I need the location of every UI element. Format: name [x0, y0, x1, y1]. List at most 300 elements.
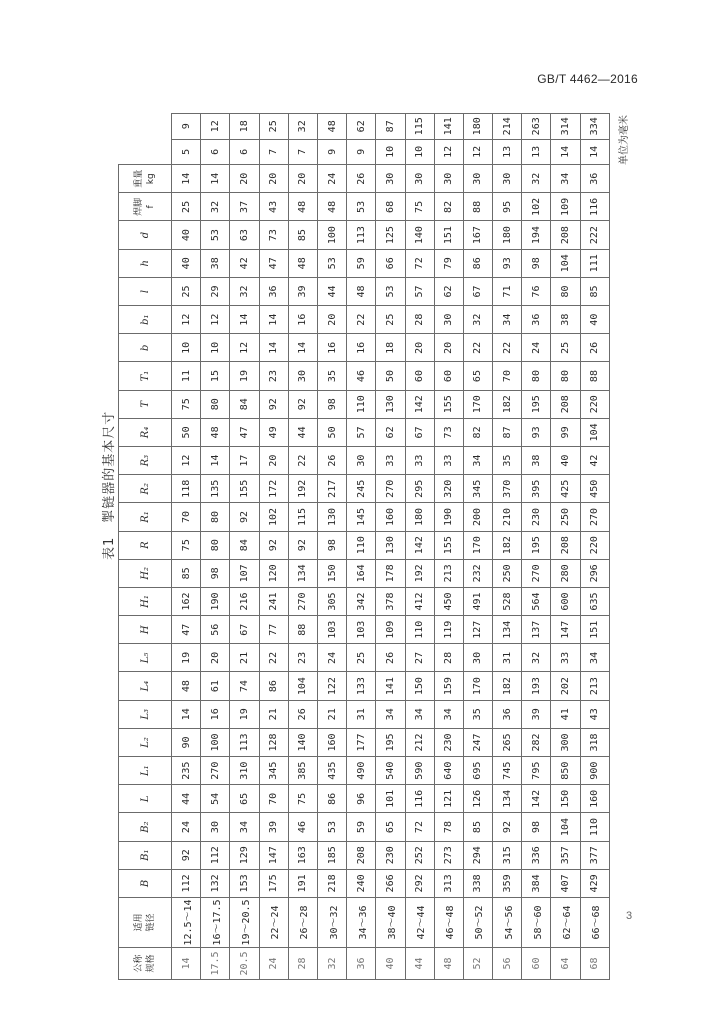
table-cell: 88 — [288, 616, 317, 644]
table-cell: 85 — [288, 221, 317, 249]
table-cell: 193 — [522, 672, 551, 700]
table-cell: 70 — [493, 362, 522, 390]
table-cell: 15 — [201, 362, 230, 390]
table-cell: 305 — [317, 587, 346, 615]
table-cell: 104 — [288, 672, 317, 700]
table-cell: 250 — [551, 503, 580, 531]
table-cell: 190 — [434, 503, 463, 531]
table-cell: 170 — [463, 672, 492, 700]
table-cell: 175 — [259, 869, 288, 897]
table-cell: 435 — [317, 757, 346, 785]
table-cell: 59 — [347, 249, 376, 277]
table-cell: 247 — [463, 728, 492, 756]
table-cell: 100 — [201, 728, 230, 756]
table-cell: 46 — [347, 362, 376, 390]
table-cell: 13 — [522, 139, 551, 165]
column-header: h — [119, 249, 172, 277]
table-cell: 12 — [463, 139, 492, 165]
table-cell: 80 — [201, 503, 230, 531]
table-cell: 18 — [376, 334, 405, 362]
table-cell: 270 — [580, 503, 609, 531]
table-cell: 159 — [434, 672, 463, 700]
table-cell: 61 — [201, 672, 230, 700]
table-cell: 30 — [434, 306, 463, 334]
table-cell: 263 — [522, 114, 551, 140]
table-cell: 30 — [201, 813, 230, 841]
table-cell: 14 — [259, 334, 288, 362]
table-cell: 26 — [580, 334, 609, 362]
table-cell: 216 — [230, 587, 259, 615]
table-cell: 42 — [580, 447, 609, 475]
column-header: b — [119, 334, 172, 362]
table-cell: 40 — [172, 221, 201, 249]
table-cell: 43 — [259, 193, 288, 221]
table-cell: 338 — [463, 869, 492, 897]
table-cell: 407 — [551, 869, 580, 897]
table-row — [259, 114, 288, 980]
table-cell: 28 — [434, 644, 463, 672]
table-cell: 230 — [522, 503, 551, 531]
table-cell: 132 — [201, 869, 230, 897]
table-cell: 87 — [493, 418, 522, 446]
dimension-table — [118, 113, 610, 980]
table-cell: 86 — [317, 785, 346, 813]
column-header: L₁ — [119, 757, 172, 785]
table-cell: 14 — [259, 306, 288, 334]
table-cell: 10 — [376, 139, 405, 165]
page-number: 3 — [626, 910, 633, 922]
table-cell: 100 — [317, 221, 346, 249]
table-cell: 35 — [317, 362, 346, 390]
table-cell: 104 — [580, 418, 609, 446]
table-cell: 185 — [317, 841, 346, 869]
table-cell: 230 — [376, 841, 405, 869]
table-cell: 19～20.5 — [230, 898, 259, 948]
table-cell: 53 — [347, 193, 376, 221]
table-cell: 95 — [493, 193, 522, 221]
column-header: H₂ — [119, 559, 172, 587]
column-header: 适用 链径 — [119, 898, 172, 948]
table-cell: 182 — [493, 390, 522, 418]
table-cell: 90 — [172, 728, 201, 756]
table-cell: 60 — [522, 948, 551, 980]
table-cell: 127 — [463, 616, 492, 644]
table-cell: 162 — [172, 587, 201, 615]
table-cell: 92 — [230, 503, 259, 531]
table-cell: 200 — [463, 503, 492, 531]
table-cell: 270 — [376, 475, 405, 503]
table-cell: 357 — [551, 841, 580, 869]
table-cell: 85 — [463, 813, 492, 841]
table-cell: 75 — [288, 785, 317, 813]
column-header: 焊脚 f — [119, 193, 172, 221]
table-cell: 75 — [172, 390, 201, 418]
table-cell: 20 — [259, 165, 288, 193]
table-cell: 151 — [434, 221, 463, 249]
table-cell: 22 — [463, 334, 492, 362]
table-cell: 42～44 — [405, 898, 434, 948]
table-cell: 93 — [493, 249, 522, 277]
table-cell: 62～64 — [551, 898, 580, 948]
table-cell: 56 — [201, 616, 230, 644]
table-row — [522, 114, 551, 980]
table-cell: 34 — [434, 700, 463, 728]
table-cell: 34 — [580, 644, 609, 672]
table-cell: 52 — [463, 948, 492, 980]
column-header: 重量 kg — [119, 165, 172, 193]
table-cell: 141 — [376, 672, 405, 700]
table-cell: 98 — [201, 559, 230, 587]
table-cell: 240 — [347, 869, 376, 897]
table-cell: 88 — [580, 362, 609, 390]
table-cell: 280 — [551, 559, 580, 587]
table-cell: 213 — [434, 559, 463, 587]
table-cell: 194 — [522, 221, 551, 249]
table-cell: 48 — [172, 672, 201, 700]
table-cell: 145 — [347, 503, 376, 531]
table-cell: 85 — [580, 277, 609, 305]
table-cell: 47 — [230, 418, 259, 446]
table-cell: 135 — [201, 475, 230, 503]
column-header: T — [119, 390, 172, 418]
table-cell: 314 — [551, 114, 580, 140]
column-header: b₁ — [119, 306, 172, 334]
table-cell: 65 — [376, 813, 405, 841]
table-cell: 50～52 — [463, 898, 492, 948]
table-cell: 151 — [580, 616, 609, 644]
table-cell: 98 — [317, 531, 346, 559]
table-header-row — [119, 114, 172, 980]
table-cell: 230 — [434, 728, 463, 756]
column-header: H — [119, 616, 172, 644]
table-cell: 208 — [551, 390, 580, 418]
table-cell: 177 — [347, 728, 376, 756]
table-cell: 385 — [288, 757, 317, 785]
table-cell: 142 — [405, 390, 434, 418]
table-cell: 57 — [347, 418, 376, 446]
table-cell: 318 — [580, 728, 609, 756]
table-cell: 334 — [580, 114, 609, 140]
table-cell: 150 — [405, 672, 434, 700]
table-cell: 192 — [405, 559, 434, 587]
table-cell: 92 — [288, 531, 317, 559]
table-cell: 25 — [347, 644, 376, 672]
table-cell: 64 — [551, 948, 580, 980]
table-cell: 77 — [259, 616, 288, 644]
table-cell: 129 — [230, 841, 259, 869]
table-cell: 33 — [405, 447, 434, 475]
table-cell: 54～56 — [493, 898, 522, 948]
table-cell: 12.5～14 — [172, 898, 201, 948]
table-cell: 104 — [551, 813, 580, 841]
table-cell: 20 — [405, 334, 434, 362]
table-cell: 22 — [288, 447, 317, 475]
table-cell: 50 — [376, 362, 405, 390]
table-cell: 86 — [463, 249, 492, 277]
column-header: B₂ — [119, 813, 172, 841]
table-cell: 208 — [551, 221, 580, 249]
table-cell: 450 — [434, 587, 463, 615]
table-cell: 24 — [522, 334, 551, 362]
table-cell: 30 — [434, 165, 463, 193]
table-cell: 44 — [405, 948, 434, 980]
table-cell: 122 — [317, 672, 346, 700]
table-cell: 250 — [493, 559, 522, 587]
table-cell: 67 — [230, 616, 259, 644]
table-cell: 850 — [551, 757, 580, 785]
table-cell: 65 — [463, 362, 492, 390]
table-cell: 14 — [172, 700, 201, 728]
table-cell: 10 — [201, 334, 230, 362]
table-cell: 6 — [201, 139, 230, 165]
table-cell: 70 — [259, 785, 288, 813]
table-cell: 26～28 — [288, 898, 317, 948]
table-cell: 33 — [376, 447, 405, 475]
table-cell: 68 — [376, 193, 405, 221]
table-cell: 12 — [230, 334, 259, 362]
table-cell: 50 — [172, 418, 201, 446]
table-cell: 38 — [551, 306, 580, 334]
table-cell: 241 — [259, 587, 288, 615]
table-cell: 47 — [259, 249, 288, 277]
table-row — [463, 114, 492, 980]
table-cell: 96 — [347, 785, 376, 813]
table-cell: 13 — [493, 139, 522, 165]
table-cell: 25 — [551, 334, 580, 362]
table-cell: 28 — [405, 306, 434, 334]
table-cell: 294 — [463, 841, 492, 869]
table-cell: 19 — [172, 644, 201, 672]
table-cell: 67 — [405, 418, 434, 446]
table-cell: 35 — [493, 447, 522, 475]
table-cell: 20 — [434, 334, 463, 362]
table-cell: 74 — [230, 672, 259, 700]
table-row — [580, 114, 609, 980]
table-cell: 76 — [522, 277, 551, 305]
table-cell: 153 — [230, 869, 259, 897]
table-cell: 31 — [347, 700, 376, 728]
column-header: R — [119, 531, 172, 559]
table-cell: 16 — [201, 700, 230, 728]
column-header: R₂ — [119, 475, 172, 503]
table-cell: 78 — [434, 813, 463, 841]
table-cell: 87 — [376, 114, 405, 140]
table-cell: 112 — [201, 841, 230, 869]
table-cell: 12 — [172, 447, 201, 475]
column-header: B₁ — [119, 841, 172, 869]
table-cell: 270 — [288, 587, 317, 615]
table-cell: 155 — [434, 531, 463, 559]
table-cell: 32 — [201, 193, 230, 221]
table-cell: 14 — [201, 165, 230, 193]
table-cell: 292 — [405, 869, 434, 897]
table-cell: 141 — [434, 114, 463, 140]
table-cell: 213 — [580, 672, 609, 700]
table-cell: 60 — [405, 362, 434, 390]
table-cell: 22 — [347, 306, 376, 334]
table-cell: 113 — [230, 728, 259, 756]
table-cell: 130 — [376, 390, 405, 418]
table-cell: 84 — [230, 531, 259, 559]
table-cell: 370 — [493, 475, 522, 503]
table-cell: 296 — [580, 559, 609, 587]
table-cell: 14 — [580, 139, 609, 165]
table-cell: 56 — [493, 948, 522, 980]
table-cell: 34～36 — [347, 898, 376, 948]
table-cell: 378 — [376, 587, 405, 615]
table-cell: 220 — [580, 531, 609, 559]
table-cell: 16 — [317, 334, 346, 362]
table-cell: 142 — [522, 785, 551, 813]
column-header: R₃ — [119, 447, 172, 475]
table-cell: 65 — [230, 785, 259, 813]
table-cell: 425 — [551, 475, 580, 503]
table-cell: 214 — [493, 114, 522, 140]
table-cell: 116 — [405, 785, 434, 813]
table-cell: 12 — [172, 306, 201, 334]
table-cell: 22 — [493, 334, 522, 362]
table-cell: 44 — [288, 418, 317, 446]
table-row — [172, 114, 201, 980]
table-cell: 24 — [172, 813, 201, 841]
table-cell: 30～32 — [317, 898, 346, 948]
table-cell: 36 — [347, 948, 376, 980]
table-cell: 14 — [172, 165, 201, 193]
table-cell: 564 — [522, 587, 551, 615]
table-cell: 32 — [463, 306, 492, 334]
table-cell: 5 — [172, 139, 201, 165]
table-cell: 19 — [230, 362, 259, 390]
table-cell: 9 — [317, 139, 346, 165]
table-cell: 110 — [405, 616, 434, 644]
table-cell: 310 — [230, 757, 259, 785]
table-cell: 39 — [259, 813, 288, 841]
table-cell: 72 — [405, 813, 434, 841]
table-cell: 14 — [551, 139, 580, 165]
table-cell: 48 — [317, 114, 346, 140]
table-cell: 73 — [259, 221, 288, 249]
table-cell: 208 — [551, 531, 580, 559]
table-cell: 99 — [551, 418, 580, 446]
table-cell: 32 — [522, 165, 551, 193]
table-cell: 190 — [201, 587, 230, 615]
table-cell: 170 — [463, 531, 492, 559]
table-cell: 490 — [347, 757, 376, 785]
column-header: L₂ — [119, 728, 172, 756]
table-cell: 23 — [288, 644, 317, 672]
table-cell: 41 — [551, 700, 580, 728]
table-cell: 37 — [230, 193, 259, 221]
table-cell: 25 — [172, 277, 201, 305]
table-cell: 98 — [522, 813, 551, 841]
table-cell: 640 — [434, 757, 463, 785]
column-header: L₃ — [119, 700, 172, 728]
table-cell: 102 — [259, 503, 288, 531]
table-cell: 528 — [493, 587, 522, 615]
table-cell: 195 — [376, 728, 405, 756]
table-cell: 48 — [434, 948, 463, 980]
table-cell: 170 — [463, 390, 492, 418]
table-cell: 180 — [463, 114, 492, 140]
column-header: T₁ — [119, 362, 172, 390]
table-cell: 109 — [376, 616, 405, 644]
table-cell: 38 — [201, 249, 230, 277]
table-cell: 30 — [405, 165, 434, 193]
table-cell: 19 — [230, 700, 259, 728]
table-cell: 252 — [405, 841, 434, 869]
column-header: L — [119, 785, 172, 813]
table-cell: 12 — [201, 114, 230, 140]
table-cell: 163 — [288, 841, 317, 869]
table-cell: 266 — [376, 869, 405, 897]
table-cell: 30 — [376, 165, 405, 193]
table-cell: 24 — [317, 165, 346, 193]
table-cell: 167 — [463, 221, 492, 249]
table-cell: 38～40 — [376, 898, 405, 948]
table-cell: 133 — [347, 672, 376, 700]
table-cell: 98 — [317, 390, 346, 418]
table-cell: 111 — [580, 249, 609, 277]
table-cell: 32 — [230, 277, 259, 305]
table-cell: 118 — [172, 475, 201, 503]
table-cell: 32 — [317, 948, 346, 980]
table-cell: 34 — [463, 447, 492, 475]
table-cell: 101 — [376, 785, 405, 813]
table-cell: 147 — [551, 616, 580, 644]
table-cell: 265 — [493, 728, 522, 756]
table-cell: 220 — [580, 390, 609, 418]
table-cell: 34 — [493, 306, 522, 334]
table-cell: 21 — [259, 700, 288, 728]
table-cell: 40 — [551, 447, 580, 475]
table-cell: 92 — [493, 813, 522, 841]
table-cell: 34 — [551, 165, 580, 193]
table-cell: 29 — [201, 277, 230, 305]
table-cell: 70 — [172, 503, 201, 531]
table-cell: 695 — [463, 757, 492, 785]
table-cell: 180 — [405, 503, 434, 531]
table-cell: 140 — [288, 728, 317, 756]
table-cell: 36 — [580, 165, 609, 193]
table-row — [376, 114, 405, 980]
table-cell: 745 — [493, 757, 522, 785]
column-header: 公称 规格 — [119, 948, 172, 980]
table-cell: 38 — [522, 447, 551, 475]
table-cell: 30 — [493, 165, 522, 193]
table-row — [288, 114, 317, 980]
table-cell: 245 — [347, 475, 376, 503]
table-cell: 21 — [230, 644, 259, 672]
table-cell: 232 — [463, 559, 492, 587]
table-cell: 25 — [172, 193, 201, 221]
table-cell: 320 — [434, 475, 463, 503]
table-cell: 39 — [522, 700, 551, 728]
table-cell: 26 — [376, 644, 405, 672]
table-cell: 25 — [376, 306, 405, 334]
table-cell: 82 — [463, 418, 492, 446]
table-cell: 270 — [201, 757, 230, 785]
table-cell: 47 — [172, 616, 201, 644]
table-cell: 24 — [317, 644, 346, 672]
table-cell: 22 — [259, 644, 288, 672]
table-cell: 84 — [230, 390, 259, 418]
table-cell: 315 — [493, 841, 522, 869]
table-cell: 113 — [347, 221, 376, 249]
table-cell: 80 — [522, 362, 551, 390]
table-cell: 160 — [580, 785, 609, 813]
table-cell: 109 — [551, 193, 580, 221]
table-cell: 98 — [522, 249, 551, 277]
